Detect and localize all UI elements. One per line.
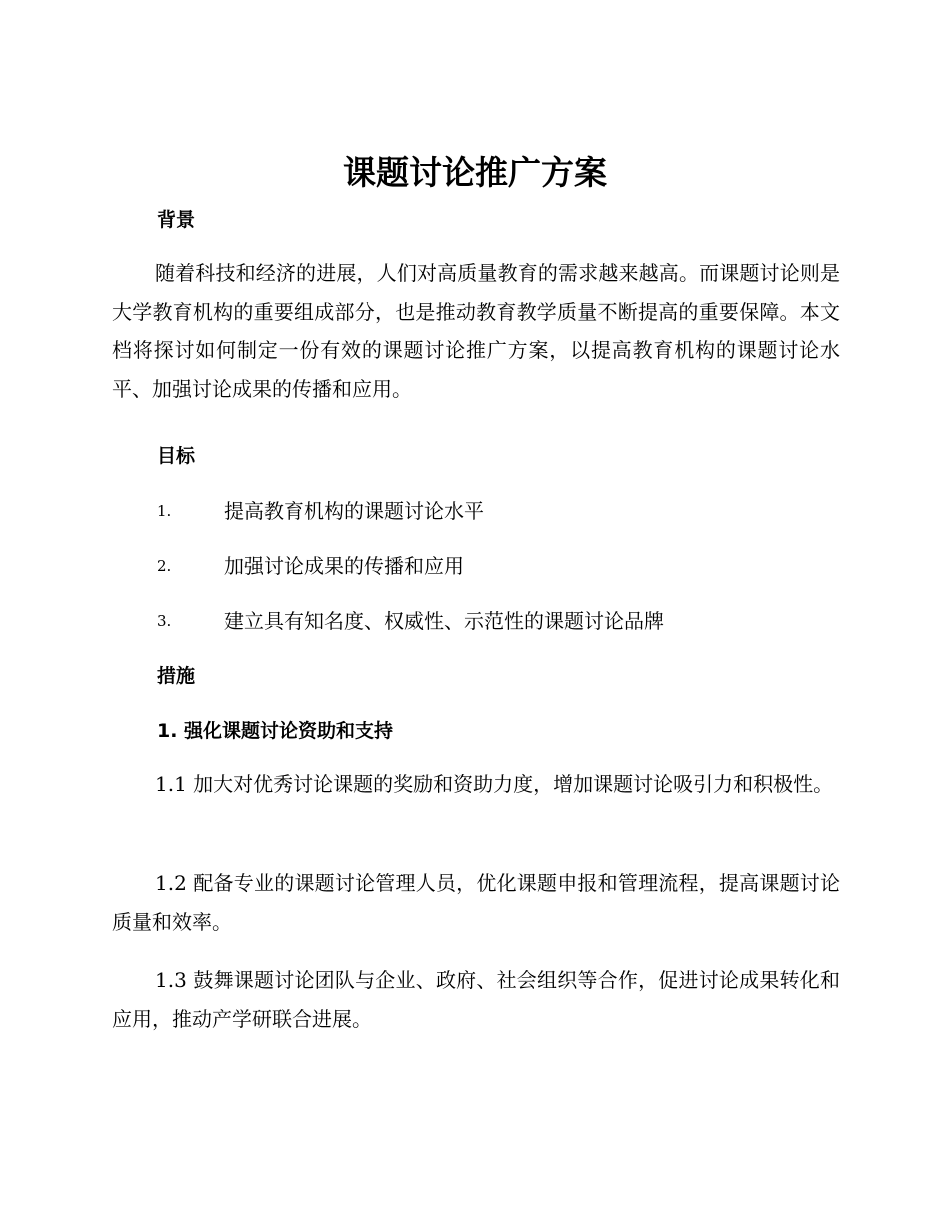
section-heading-measures: 措施 xyxy=(157,665,196,687)
goal-number: 3. xyxy=(157,612,172,630)
goal-number: 1. xyxy=(157,502,172,520)
measure-paragraph: 1.3 鼓舞课题讨论团队与企业、政府、社会组织等合作，促进讨论成果转化和应用，推动产学研联合进展。 xyxy=(112,968,840,1031)
goal-text: 加强讨论成果的传播和应用 xyxy=(224,554,464,578)
section-heading-goals: 目标 xyxy=(157,445,196,467)
section-heading-background: 背景 xyxy=(157,209,196,231)
document-title: 课题讨论推广方案 xyxy=(343,153,607,192)
goal-text: 提高教育机构的课题讨论水平 xyxy=(224,499,484,523)
measure-paragraph: 1.1 加大对优秀讨论课题的奖励和资助力度，增加课题讨论吸引力和积极性。 xyxy=(155,772,834,796)
measures-subheading: 1. 强化课题讨论资助和支持 xyxy=(157,720,394,742)
goal-list-item xyxy=(157,606,857,636)
measure-paragraph: 1.2 配备专业的课题讨论管理人员，优化课题申报和管理流程，提高课题讨论质量和效率。 xyxy=(112,871,840,934)
goal-text: 建立具有知名度、权威性、示范性的课题讨论品牌 xyxy=(224,609,664,633)
background-paragraph: 随着科技和经济的进展，人们对高质量教育的需求越来越高。而课题讨论则是大学教育机构的重要组成部分，也是推动教育教学质量不断提高的重要保障。本文档将探讨如何制定一份有效的课题讨论推广方案，以提高教育机构的课题讨论水平、加强讨论成果的传播和应用。 xyxy=(112,261,840,401)
goal-list-item xyxy=(157,551,857,581)
goal-number: 2. xyxy=(157,557,172,575)
goal-list-item xyxy=(157,496,857,526)
